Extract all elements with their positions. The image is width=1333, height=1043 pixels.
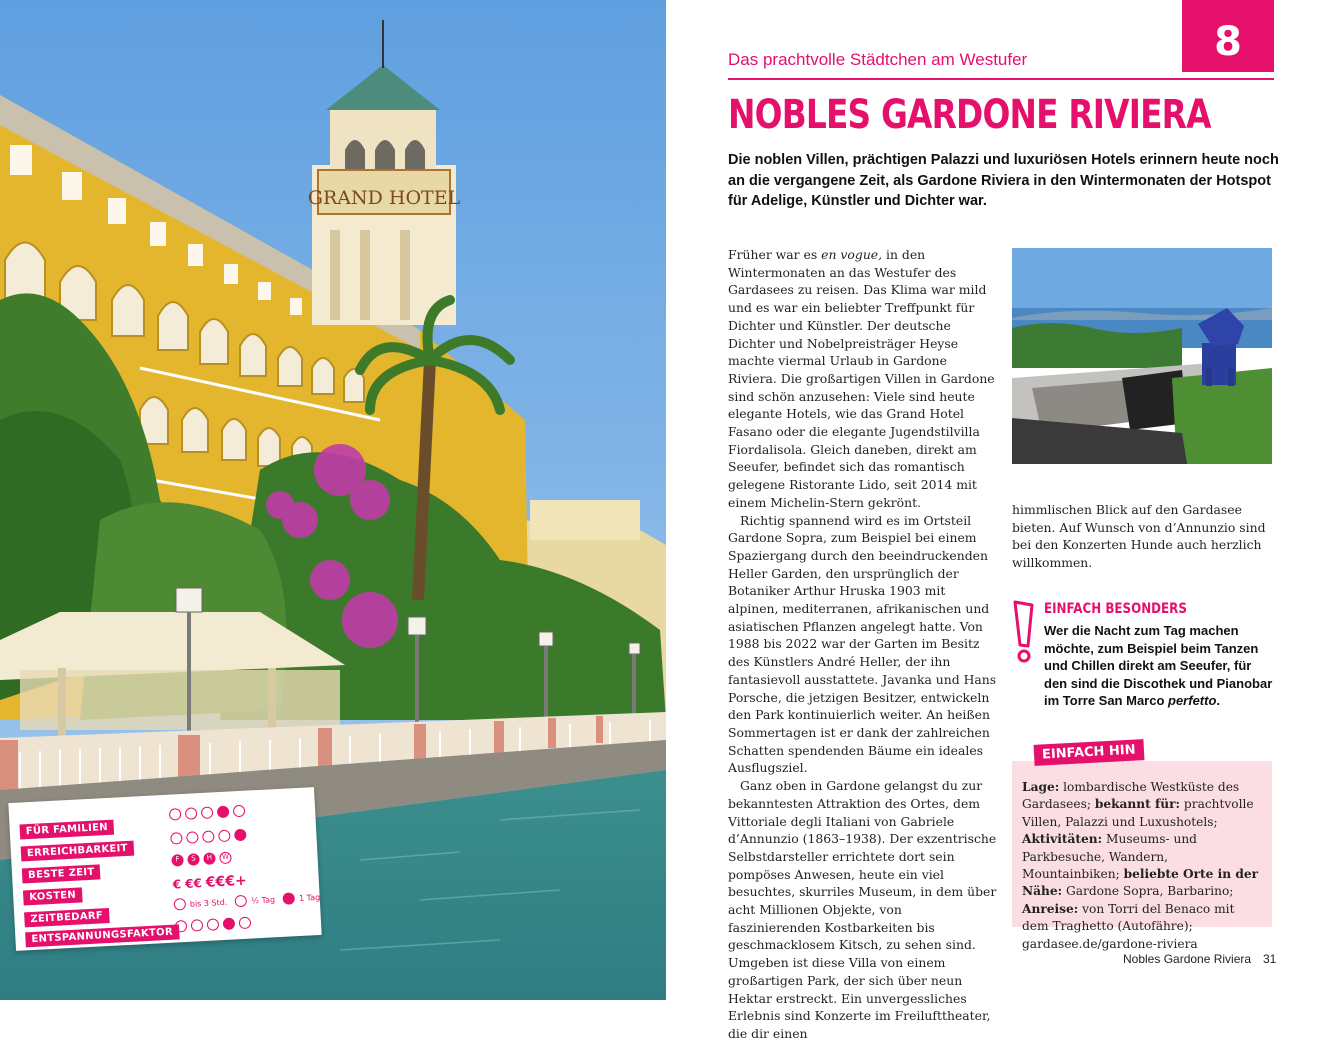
time-selected-icon xyxy=(283,892,296,905)
smiley-icon xyxy=(233,805,246,818)
smiley-icon xyxy=(217,806,230,819)
lead-paragraph: Die noblen Villen, prächtigen Palazzi und luxuriösen Hotels erinnern heute noch an die vergangene Zeit, als Gardone Riviera in den Wintermonaten der Hotspot für Adelige, Künstler und Dichter war. xyxy=(728,152,1279,209)
relax-selected-icon xyxy=(223,917,236,930)
smiley-icon xyxy=(202,830,215,843)
rating-label: BESTE ZEIT xyxy=(22,864,101,883)
grand-hotel-sign: GRAND HOTEL xyxy=(307,187,461,209)
body-paragraph-3: Ganz oben in Gardone gelangst du zur bekanntesten Attraktion des Ortes, dem Vittoriale degli Italiani von Gabriele d’Annunzio (1863–1938). Der exzentrische Selbstdarsteller errichtete dort sein pompöses Anwesen, heute ein viel besuchtes, skurriles Museum, in dem über acht Millionen Objekte, von faszinierenden Kostbarkeiten bis geschmacklosem Kitsch, zu sehen sind. Umgeben ist diese Villa von einem großartigen Park, der sich über neun Hektar erstreckt. Ein unvergessliches Erlebnis sind Konzerte im Freilufttheater, die dir einen xyxy=(728,778,997,1041)
rating-row-erreichbarkeit xyxy=(21,839,135,863)
rating-card xyxy=(8,787,321,951)
cost-low: € xyxy=(172,877,182,892)
relax-circle-icon xyxy=(175,920,188,933)
smiley-scale-familien xyxy=(169,805,246,821)
body-paragraph-3-cont: himmlischen Blick auf den Gardasee bieten. Auf Wunsch von d’Annunzio sind bei den Konzerten Hunde auch herzlich willkommen. xyxy=(1012,502,1266,571)
relax-scale xyxy=(175,917,252,933)
smiley-icon xyxy=(234,829,247,842)
rating-label: KOSTEN xyxy=(23,887,83,905)
season-summer: S xyxy=(187,853,200,866)
time-circle-icon xyxy=(235,895,248,908)
season-autumn: H xyxy=(203,852,216,865)
kicker-rule xyxy=(728,78,1274,80)
gardone-photo xyxy=(0,0,666,1000)
kicker: Das prachtvolle Städtchen am Westufer xyxy=(728,50,1028,69)
smiley-icon xyxy=(169,808,182,821)
smiley-icon xyxy=(201,806,214,819)
smiley-icon xyxy=(186,831,199,844)
time-circle-icon xyxy=(174,898,187,911)
rating-row-familien xyxy=(19,818,114,841)
time-short: bis 3 Std. xyxy=(189,897,228,909)
time-full-day: 1 Tag xyxy=(298,892,321,903)
rating-row-zeitbedarf xyxy=(24,906,109,928)
time-half-day: ½ Tag xyxy=(251,894,276,906)
rating-row-kosten xyxy=(23,885,83,906)
rating-label: ERREICHBARKEIT xyxy=(21,840,135,861)
rating-row-beste-zeit xyxy=(22,862,101,884)
chapter-number: 8 xyxy=(1182,0,1274,72)
relax-circle-icon xyxy=(239,917,252,930)
relax-circle-icon xyxy=(207,918,220,931)
rating-label: FÜR FAMILIEN xyxy=(19,819,114,839)
smiley-icon xyxy=(218,830,231,843)
hin-tag: EINFACH HIN xyxy=(1034,739,1145,766)
besonders-title: EINFACH BESONDERS xyxy=(1044,601,1187,617)
smiley-scale-erreichbarkeit xyxy=(170,829,247,845)
page-title: NOBLES GARDONE RIVIERA xyxy=(728,92,1211,138)
smiley-icon xyxy=(170,832,183,845)
exclamation-icon xyxy=(1012,600,1034,664)
cost-high: €€€+ xyxy=(205,872,248,891)
rating-label: ZEITBEDARF xyxy=(24,908,109,927)
page-number: 31 xyxy=(1263,952,1277,966)
time-scale xyxy=(174,891,325,911)
cost-scale xyxy=(172,873,247,893)
rating-label: ENTSPANNUNGSFAKTOR xyxy=(25,924,179,947)
season-winter: W xyxy=(219,852,232,865)
text-page xyxy=(666,0,1333,1041)
running-footer: Nobles Gardone Riviera xyxy=(1123,952,1252,966)
body-paragraph-2: Richtig spannend wird es im Ortsteil Gardone Sopra, zum Beispiel bei einem Spaziergang durch den beeindruckenden Heller Garden, den ursprünglich der Botaniker Arthur Hruska 1903 mit alpinen, mediterranen, afrikanischen und asiatischen Pflanzen angelegt hatte. Von 1988 bis 2022 war der Garten im Besitz des Künstlers André Heller, der ihn fantasievoll ausstattete. Javanka und Hans Porsche, die jetzigen Besitzer, entwickeln den Park kontinuierlich weiter. An heißen Sommertagen ist er dank der zahlreichen Schatten spendenden Bäume ein ideales Ausflugsziel. xyxy=(728,512,997,776)
season-spring: F xyxy=(171,854,184,867)
relax-circle-icon xyxy=(191,919,204,932)
body-paragraph-1: Früher war es en vogue, in den Wintermonaten an das Westufer des Gardasees zu reisen. Das Klima war mild und es war ein beliebter Treffpunkt für Dichter und Künstler. Der deutsche Dichter und Nobelpreisträger Heyse machte viermal Urlaub in Gardone Riviera. Die großartigen Villen in Gardone sind schön anzusehen: Viele sind heute elegante Hotels, wie das Grand Hotel Fasano oder die elegante Jugendstilvilla Fiordalisola. Gleich daneben, direkt am Seeufer, befindet sich das romantisch gelegene Ristorante Lido, seit 2014 mit einem Michelin-Stern gekrönt. xyxy=(728,247,995,510)
smiley-icon xyxy=(185,807,198,820)
body-column xyxy=(728,246,998,1043)
amphitheater-photo xyxy=(1012,248,1272,464)
besonders-text: Wer die Nacht zum Tag machen möchte, zum Beispiel beim Tanzen und Chillen direkt am Seeufer, für den sind die Discothek und Pianobar im Torre San Marco perfetto. xyxy=(1044,623,1273,708)
season-scale xyxy=(171,852,232,867)
hin-info-box: Lage: lombardische Westküste des Gardasees; bekannt für: prachtvolle Villen, Palazzi und Luxushotels; Aktivitäten: Museums- und Parkbesuche, Wandern, Mountainbiken; beliebte Orte in der Nähe: Gardone Sopra, Barbarino; Anreise: von Torri del Benaco mit dem Traghetto (Autofähre); gardasee.de/gardone-riviera xyxy=(1012,761,1272,927)
cost-mid: €€ xyxy=(184,876,203,891)
